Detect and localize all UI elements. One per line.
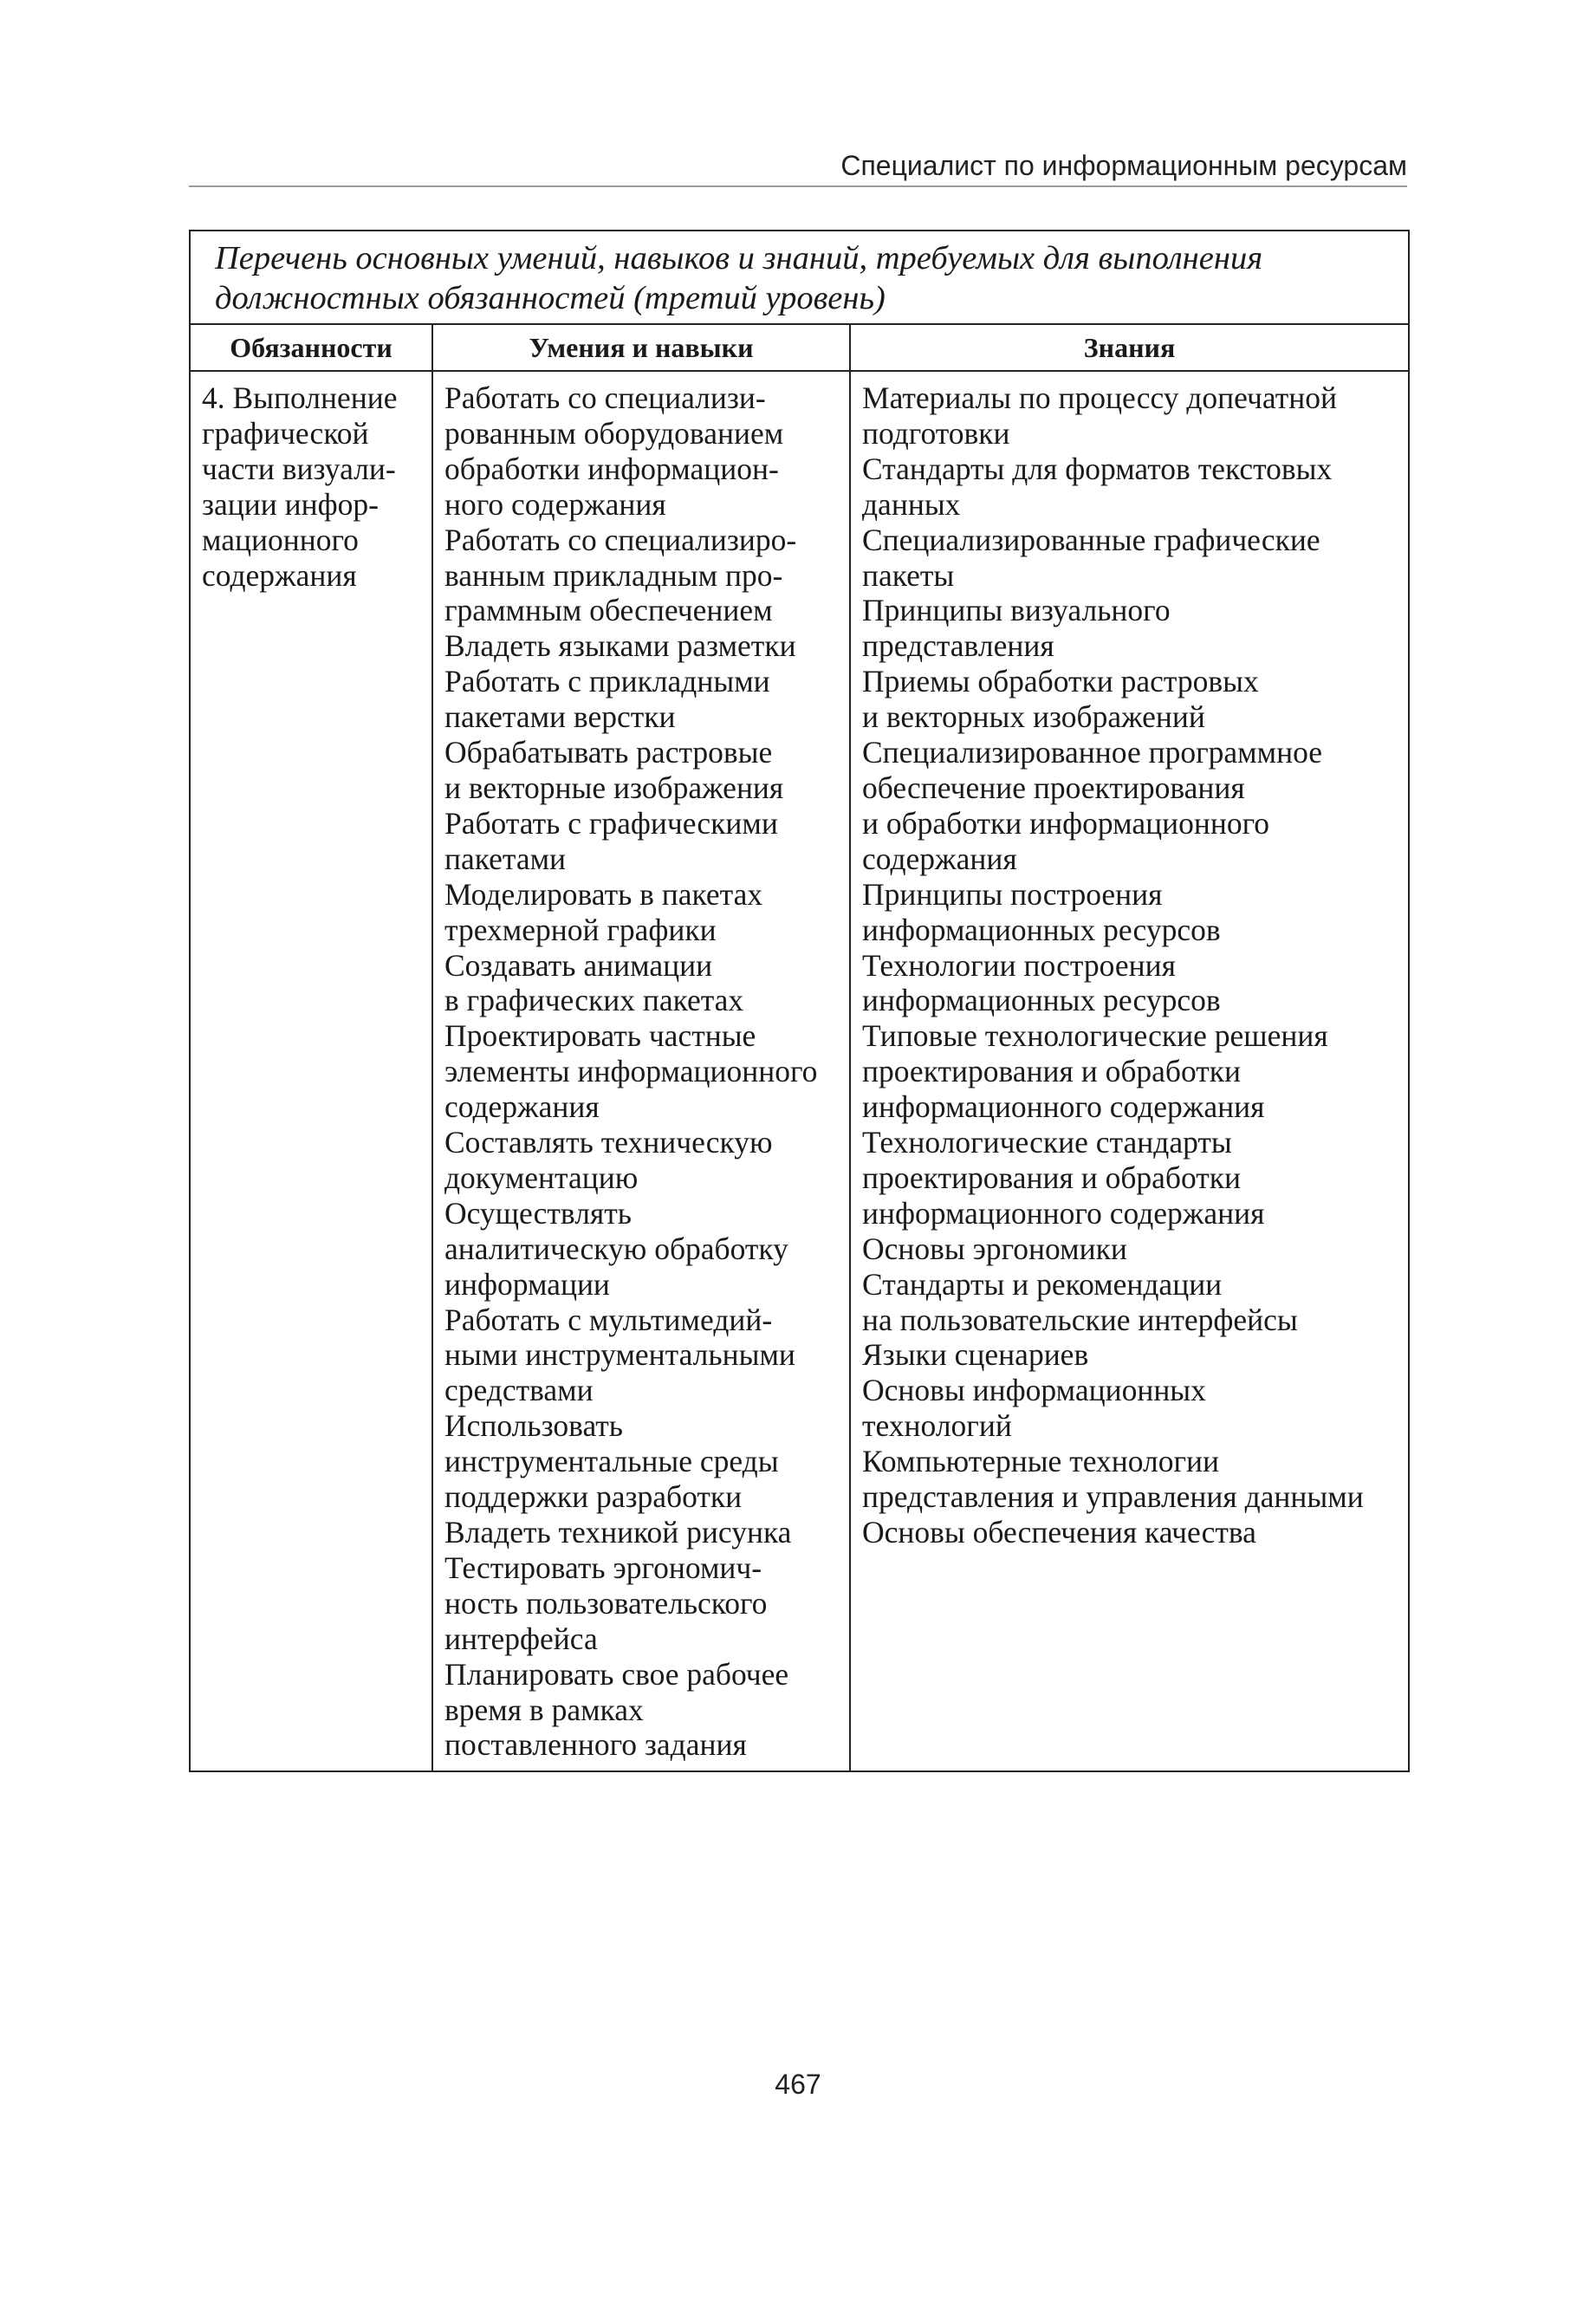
cell-line: поставленного задания [444,1727,747,1763]
cell-line: содержания [202,557,357,593]
cell-line: проектирования и обработки [862,1160,1242,1195]
cell-line: Работать с графическими [444,805,778,841]
cell-line: и обработки информационного [862,805,1270,841]
cell-line: Моделировать в пакетах [444,876,763,912]
cell-line: Технологические стандарты [862,1125,1232,1160]
cell-line: пакетами [444,841,567,876]
cell-line: Работать с прикладными [444,664,770,699]
cell-line: элементы информационного [444,1054,818,1089]
duties-cell [190,371,432,1771]
cell-line: информационного содержания [862,1089,1265,1125]
cell-line: средствами [444,1373,594,1408]
cell-line: Основы информационных [862,1373,1206,1408]
cell-line: информационного содержания [862,1195,1265,1231]
cell-line: Специализированное программное [862,735,1323,770]
cell-line: в графических пакетах [444,983,744,1018]
cell-line: Принципы визуального [862,593,1171,628]
cell-line: Тестировать эргономич- [444,1550,762,1585]
cell-line: Технологии построения [862,947,1176,983]
cell-line: ными инструментальными [444,1337,795,1373]
cell-line: трехмерной графики [444,912,717,947]
cell-line: подготовки [862,415,1010,451]
column-header-skills: Умения и навыки [432,324,850,371]
cell-line: представления и управления данными [862,1479,1364,1515]
header-row [190,324,1409,371]
cell-line: и векторные изображения [444,770,784,805]
cell-line: Планировать свое рабочее [444,1656,789,1692]
cell-line: информационных ресурсов [862,912,1221,947]
cell-line: обработки информацион- [444,451,779,486]
cell-line: технологий [862,1408,1012,1444]
cell-line: мационного [202,522,359,557]
caption-line: должностных обязанностей (третий уровень) [215,280,886,316]
cell-line: Языки сценариев [862,1337,1089,1373]
cell-line: ного содержания [444,486,666,522]
skills-cell [432,371,850,1771]
cell-line: Осуществлять [444,1195,632,1231]
cell-line: Работать со специализи- [444,380,766,415]
cell-line: ность пользовательского [444,1585,768,1621]
cell-line: документацию [444,1160,639,1195]
cell-line: зации инфор- [202,486,379,522]
cell-line: время в рамках [444,1692,644,1727]
cell-line: рованным оборудованием [444,415,784,451]
cell-line: информационных ресурсов [862,983,1221,1018]
cell-line: поддержки разработки [444,1479,743,1515]
knowledge-cell [850,371,1409,1771]
cell-line: Создавать анимации [444,947,713,983]
cell-line: Принципы построения [862,876,1163,912]
cell-line: Использовать [444,1408,623,1444]
cell-line: граммным обеспечением [444,593,773,628]
table-row [190,371,1409,1771]
cell-line: пакетами верстки [444,699,676,735]
cell-line: Составлять техническую [444,1125,773,1160]
cell-line: Типовые технологические решения [862,1018,1328,1054]
cell-line: аналитическую обработку [444,1231,788,1266]
cell-line: Проектировать частные [444,1018,756,1054]
cell-line: на пользовательские интерфейсы [862,1302,1298,1337]
cell-line: Обрабатывать растровые [444,735,773,770]
cell-line: части визуали- [202,451,396,486]
cell-line: представления [862,628,1054,664]
cell-line: Основы обеспечения качества [862,1515,1256,1550]
cell-line: Работать со специализиро- [444,522,797,557]
cell-line: инструментальные среды [444,1444,779,1479]
cell-line: 4. Выполнение [202,380,398,415]
cell-line: пакеты [862,557,955,593]
cell-line: Приемы обработки растровых [862,664,1259,699]
column-header-knowledge: Знания [850,324,1409,371]
column-header-duties: Обязанности [190,324,432,371]
cell-line: Стандарты для форматов текстовых [862,451,1333,486]
cell-line: обеспечение проектирования [862,770,1245,805]
table-caption [190,231,1409,324]
cell-line: Основы эргономики [862,1231,1127,1266]
cell-line: содержания [444,1089,600,1125]
cell-line: Владеть техникой рисунка [444,1515,792,1550]
cell-line: Владеть языками разметки [444,628,796,664]
cell-line: Специализированные графические [862,522,1320,557]
cell-line: данных [862,486,961,522]
cell-line: Компьютерные технологии [862,1444,1220,1479]
running-header: Специалист по информационным ресурсам [840,150,1407,181]
cell-line: ванным прикладным про- [444,557,783,593]
header-rule [189,185,1407,187]
caption-line: Перечень основных умений, навыков и знаний, требуемых для выполнения [215,240,1263,276]
cell-line: и векторных изображений [862,699,1205,735]
cell-line: Стандарты и рекомендации [862,1266,1223,1302]
caption-row [190,231,1409,324]
cell-line: содержания [862,841,1017,876]
page-number: 467 [775,2069,821,2100]
cell-line: Материалы по процессу допечатной [862,380,1337,415]
cell-line: графической [202,415,369,451]
cell-line: проектирования и обработки [862,1054,1242,1089]
skills-table [189,230,1410,1772]
cell-line: Работать с мультимедий- [444,1302,773,1337]
cell-line: интерфейса [444,1621,598,1656]
cell-line: информации [444,1266,610,1302]
